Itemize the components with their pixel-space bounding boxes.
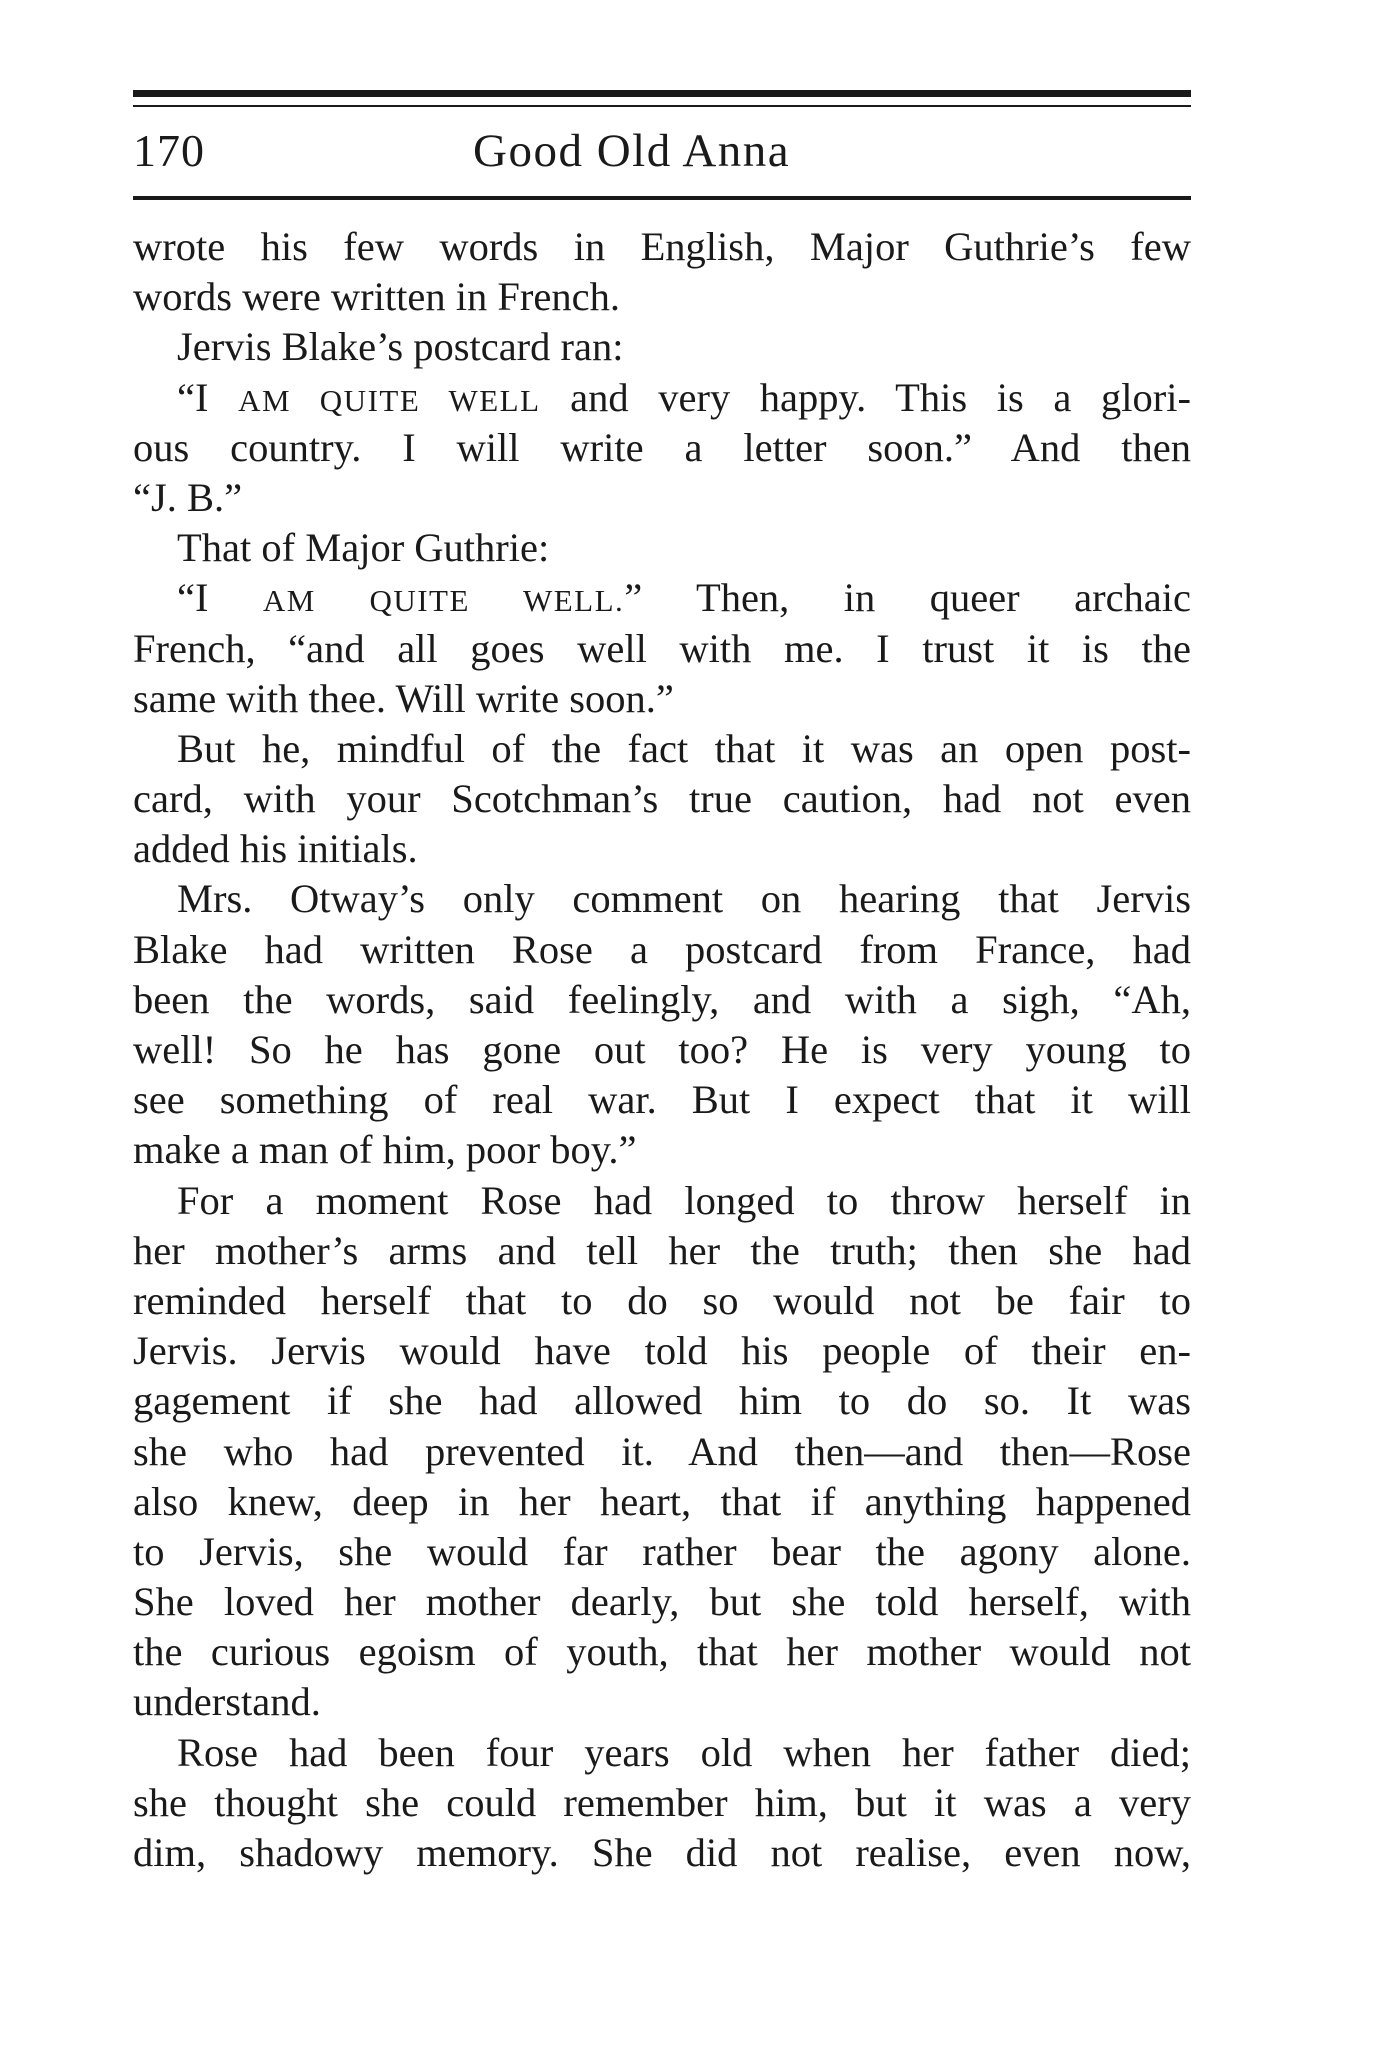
text-line: “I AM QUITE WELL and very happy. This is a glori- bbox=[177, 374, 1191, 420]
text-line: Blake had written Rose a postcard from France, had bbox=[133, 926, 1191, 972]
text-line: the curious egoism of youth, that her mother would not bbox=[133, 1629, 1191, 1675]
running-head bbox=[133, 118, 1191, 188]
header-rule-thin bbox=[133, 105, 1191, 107]
page-number: 170 bbox=[133, 125, 205, 176]
text-line: wrote his few words in English, Major Guthrie’s few bbox=[133, 224, 1191, 269]
text-line: added his initials. bbox=[133, 826, 418, 872]
text-line: For a moment Rose had longed to throw herself in bbox=[177, 1177, 1191, 1223]
text-line: She loved her mother dearly, but she told herself, with bbox=[133, 1579, 1191, 1625]
text-line: make a man of him, poor boy.” bbox=[133, 1127, 637, 1173]
running-title: Good Old Anna bbox=[473, 125, 791, 177]
text-line: But he, mindful of the fact that it was an open post- bbox=[177, 725, 1191, 771]
text-line: Jervis Blake’s postcard ran: bbox=[177, 324, 624, 370]
text-line: dim, shadowy memory. She did not realise, even now, bbox=[133, 1830, 1191, 1875]
small-caps-text: AM QUITE WELL. bbox=[262, 583, 625, 619]
header-rule-thick bbox=[133, 90, 1191, 97]
text-line: she who had prevented it. And then—and then—Rose bbox=[133, 1428, 1191, 1474]
text-line: Mrs. Otway’s only comment on hearing that Jervis bbox=[177, 876, 1191, 922]
text-line: understand. bbox=[133, 1679, 321, 1725]
text-line: Jervis. Jervis would have told his people of their en- bbox=[133, 1328, 1191, 1374]
header-rule-bottom bbox=[133, 196, 1191, 200]
text-line: Rose had been four years old when her father died; bbox=[177, 1729, 1191, 1775]
text-line: That of Major Guthrie: bbox=[177, 525, 550, 571]
text-line: words were written in French. bbox=[133, 274, 620, 320]
text-line: French, “and all goes well with me. I trust it is the bbox=[133, 625, 1191, 671]
text-line: “J. B.” bbox=[133, 474, 243, 520]
text-line: same with thee. Will write soon.” bbox=[133, 675, 674, 721]
text-line: ous country. I will write a letter soon.” And then bbox=[133, 424, 1191, 470]
small-caps-text: AM QUITE WELL bbox=[238, 382, 541, 418]
text-line: reminded herself that to do so would not be fair to bbox=[133, 1277, 1191, 1323]
text-line: well! So he has gone out too? He is very young to bbox=[133, 1027, 1191, 1072]
text-line: card, with your Scotchman’s true caution, had not even bbox=[133, 776, 1191, 822]
text-line: also knew, deep in her heart, that if anything happened bbox=[133, 1478, 1191, 1524]
text-line: to Jervis, she would far rather bear the agony alone. bbox=[133, 1528, 1191, 1574]
text-line: been the words, said feelingly, and with a sigh, “Ah, bbox=[133, 976, 1191, 1022]
text-line: her mother’s arms and tell her the truth; then she had bbox=[133, 1227, 1191, 1273]
body-text bbox=[133, 222, 1191, 1878]
text-line: she thought she could remember him, but it was a very bbox=[133, 1779, 1191, 1825]
text-line: gagement if she had allowed him to do so. It was bbox=[133, 1378, 1191, 1424]
text-line: see something of real war. But I expect that it will bbox=[133, 1077, 1191, 1123]
text-line: “I AM QUITE WELL.” Then, in queer archaic bbox=[177, 575, 1191, 621]
